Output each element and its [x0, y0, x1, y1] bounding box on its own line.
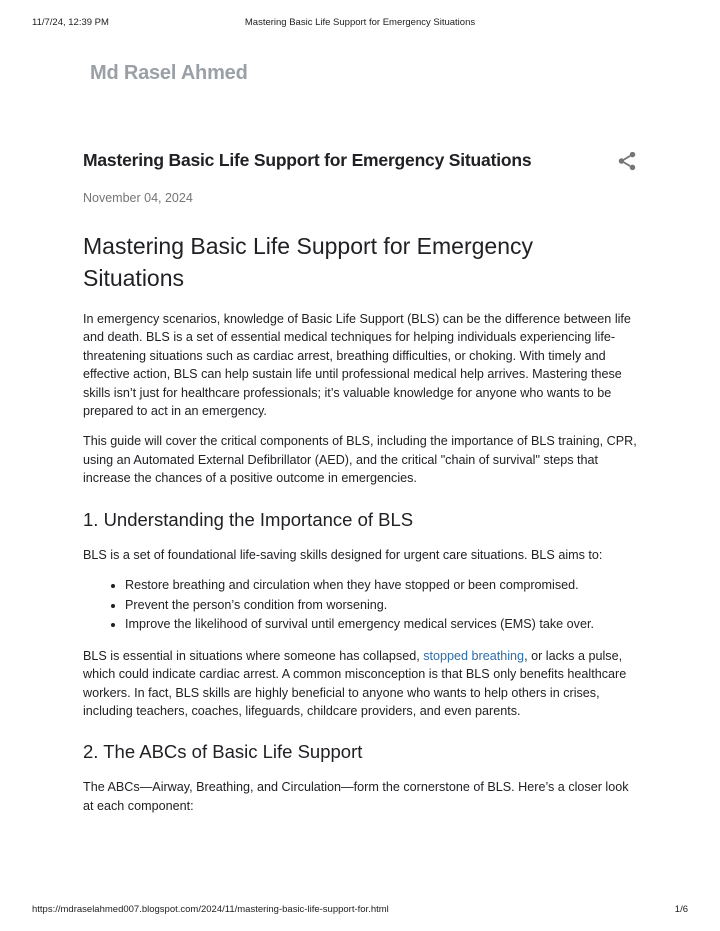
- list-item: • Restore breathing and circulation when they have stopped or been compromised.: [125, 576, 639, 596]
- print-page-number: 1/6: [674, 904, 688, 915]
- intro-paragraph-2: This guide will cover the critical components of BLS, including the importance of BLS training, CPR, using an Automated External Defibrillator (AED), and the critical "chain of survival" steps that increase the chances of a positive outcome in emergencies.: [83, 434, 637, 486]
- section-1-text-after-link: , or lacks a pulse, which could indicate cardiac arrest. A common misconception is that BLS only benefits healthcare workers. In fact, BLS skills are highly beneficial to anyone who wants to help others in crises, including teachers, coaches, lifeguards, childcare providers, and even parents.: [83, 648, 627, 719]
- section-2-heading: 2. The ABCs of Basic Life Support: [83, 741, 363, 763]
- post-body: [83, 230, 639, 827]
- section-1-intro: BLS is a set of foundational life-saving skills designed for urgent care situations. BLS aims to:: [83, 547, 603, 562]
- list-item: • Prevent the person’s condition from worsening.: [125, 596, 639, 616]
- section-1-paragraph: [83, 647, 639, 721]
- print-page-title: Mastering Basic Life Support for Emergency Situations: [244, 17, 476, 28]
- intro-paragraph-1: In emergency scenarios, knowledge of Basic Life Support (BLS) can be the difference between life and death. BLS is a set of essential medical techniques for helping individuals experiencing life-threatening situations such as cardiac arrest, breathing difficulties, or choking. With timely and effective action, BLS can help sustain life until professional medical help arrives. Mastering these skills isn’t just for healthcare professionals; it’s valuable knowledge for anyone who wants to be prepared to act in an emergency.: [83, 312, 631, 419]
- section-1-bullet-list: [83, 576, 639, 635]
- print-header: [32, 17, 688, 31]
- share-icon[interactable]: [616, 150, 638, 172]
- section-1-heading: 1. Understanding the Importance of BLS: [83, 508, 414, 530]
- print-datetime: 11/7/24, 12:39 PM: [32, 17, 109, 28]
- article-heading: Mastering Basic Life Support for Emergency Situations: [83, 233, 533, 291]
- list-item: • Improve the likelihood of survival until emergency medical services (EMS) take over.: [125, 615, 639, 635]
- print-footer: [32, 904, 688, 918]
- section-1-text-before-link: BLS is essential in situations where someone has collapsed,: [83, 648, 424, 663]
- stopped-breathing-link[interactable]: stopped breathing: [423, 648, 525, 663]
- blog-name-link[interactable]: Md Rasel Ahmed: [90, 62, 248, 84]
- section-2-intro: The ABCs—Airway, Breathing, and Circulation—form the cornerstone of BLS. Here’s a closer look at each component:: [83, 780, 629, 813]
- post-date: November 04, 2024: [83, 191, 193, 205]
- post-title[interactable]: Mastering Basic Life Support for Emergency Situations: [83, 150, 532, 170]
- print-url: https://mdraselahmed007.blogspot.com/2024/11/mastering-basic-life-support-for.html: [32, 904, 389, 915]
